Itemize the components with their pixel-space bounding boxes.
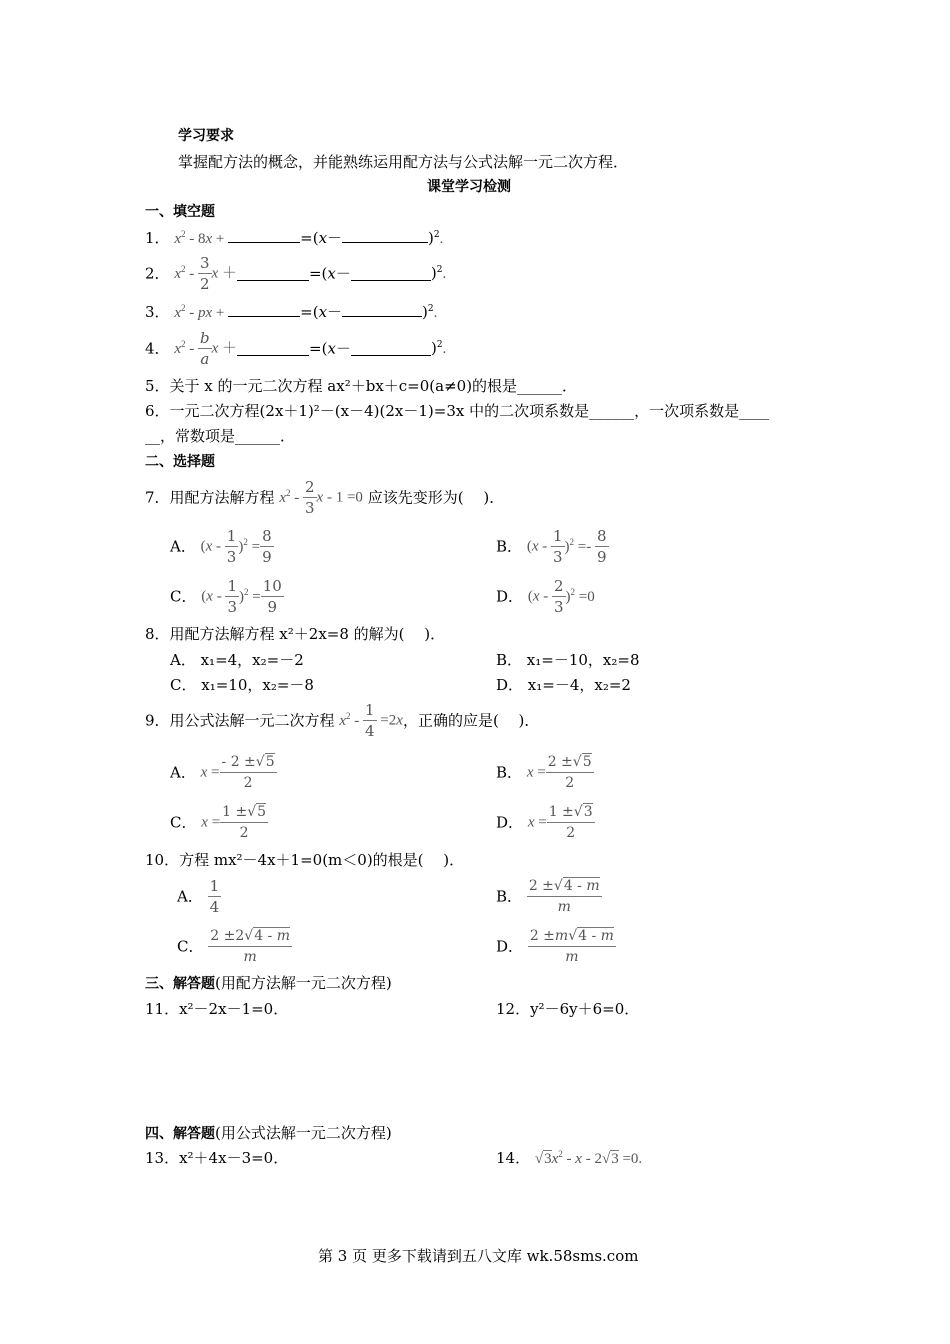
q4-blank-1 (237, 341, 309, 356)
q2-label: 2． (145, 264, 170, 283)
q7-option-a-label: A． (170, 537, 196, 556)
q1-label: 1． (145, 229, 170, 247)
part2-heading: 二、选择题 (145, 454, 215, 470)
part3-title: 三、解答题 (145, 976, 215, 992)
question-13: 13．x²＋4x－3=0． (145, 1149, 289, 1167)
q3-formula: $x^2$ - px + (174, 303, 229, 321)
q9-option-a-label: A． (170, 763, 196, 782)
q2-fraction: $\frac{3}{2}$ (200, 254, 210, 293)
q10-option-d: D． $\frac{2 \pm m√4 - m}{m}$ (496, 928, 614, 965)
question-12: 12．y²－6y＋6=0． (496, 1000, 640, 1018)
part4-title: 四、解答题 (145, 1126, 215, 1142)
q10-option-c: C． $\frac{2 \pm 2√4 - m}{m}$ (177, 928, 291, 965)
q7-prefix: 7．用配方法解方程 (145, 488, 275, 507)
question-1: 1． $x^2 - 8x + =(x- )^2$. (145, 229, 444, 247)
q9-option-d: D． x = $\frac{1 \pm√3}{2}$ (496, 804, 593, 841)
q7-option-d: D． (x - $\frac{2}{3}$ )$^2$ =0 (496, 577, 595, 616)
q7-suffix: 应该先变形为( )． (367, 488, 505, 507)
question-3: 3． $x^2$ - px + $=(x- )^2$. (145, 303, 438, 321)
q9-option-d-label: D． (496, 813, 524, 832)
question-14: 14． $√3x^2 - x - 2√3 =0$. (496, 1149, 643, 1167)
page-footer: 第 3 页 更多下载请到五八文库 wk.58sms.com (318, 1247, 639, 1265)
q1-blank-2 (342, 228, 428, 243)
q7-option-b-label: B． (496, 537, 523, 556)
q9-option-a: A． x = $\frac{- 2 \pm√5}{2}$ (170, 754, 275, 791)
q4-formula: $x^2$ - (174, 338, 198, 357)
q7-option-a: A． (x - $\frac{1}{3}$ )$^2$ = $\frac{8}{9}$ (170, 527, 272, 566)
heading-requirements: 学习要求 (178, 128, 234, 144)
q7-option-d-label: D． (496, 587, 524, 606)
q14-label: 14． (496, 1149, 531, 1167)
part3-heading (145, 973, 392, 994)
q4-blank-2 (351, 341, 431, 356)
q9-prefix: 9．用公式法解一元二次方程 (145, 711, 335, 730)
q9-option-b-label: B． (496, 763, 523, 782)
q9-suffix: ，正确的应是( )． (402, 711, 540, 730)
question-7: 7．用配方法解方程 $x^2$ - $\frac{2}{3}$ x - 1 =0 应该先变形为( )． (145, 478, 505, 517)
q2-formula: $x^2$ - (174, 263, 198, 282)
q7-option-b: B． (x - $\frac{1}{3}$ )$^2$ =- $\frac{8}{9}$ (496, 527, 607, 566)
q10-option-a: A． $\frac{1}{4}$ (177, 877, 220, 916)
q1-blank-1 (228, 228, 300, 243)
q10-option-b: B． $\frac{2 \pm√4 - m}{m}$ (496, 878, 600, 915)
question-2: 2． $x^2$ - $\frac{3}{2}$ $x + =(x- )^2$. (145, 254, 447, 293)
question-5: 5．关于 x 的一元二次方程 ax²＋bx＋c=0(a≠0)的根是______． (145, 377, 578, 395)
q8-option-b: B． x₁=－10，x₂=8 (496, 651, 640, 669)
q10-option-c-label: C． (177, 937, 204, 956)
q8-option-a: A． x₁=4，x₂=－2 (170, 651, 304, 669)
question-10: 10．方程 mx²－4x＋1=0(m＜0)的根是( )． (145, 851, 465, 869)
question-6-line-2: __，常数项是______． (145, 427, 296, 445)
q3-blank-1 (228, 302, 300, 317)
q2-blank-2 (351, 266, 431, 281)
q8-option-c: C． x₁=10，x₂=－8 (170, 676, 314, 694)
q10-option-d-label: D． (496, 937, 524, 956)
q9-option-b: B． x = $\frac{2 \pm√5}{2}$ (496, 754, 592, 791)
q3-label: 3． (145, 303, 170, 321)
question-11: 11．x²－2x－1=0． (145, 1000, 289, 1018)
q8-option-d: D． x₁=－4，x₂=2 (496, 676, 631, 694)
part1-heading: 一、填空题 (145, 204, 215, 220)
q9-option-c: C． x = $\frac{1 \pm√5}{2}$ (170, 804, 267, 841)
q4-fraction: $\frac{b}{a}$ (200, 329, 210, 368)
question-4: 4． $x^2$ - $\frac{b}{a}$ $x + =(x- )^2$. (145, 329, 447, 368)
part3-note: (用配方法解一元二次方程) (215, 974, 392, 992)
question-8: 8．用配方法解方程 x²＋2x=8 的解为( )． (145, 625, 446, 643)
q3-blank-2 (342, 302, 422, 317)
q1-formula: $x^2 - 8x$ + (174, 229, 229, 247)
q10-option-b-label: B． (496, 887, 523, 906)
q7-option-c: C． (x - $\frac{1}{3}$ )$^2$ = $\frac{10}{9}$ (170, 577, 282, 616)
part4-heading (145, 1123, 392, 1144)
q10-option-a-label: A． (177, 887, 203, 906)
q4-label: 4． (145, 339, 170, 358)
q2-blank-1 (237, 266, 309, 281)
question-6-line-1: 6．一元二次方程(2x＋1)²－(x－4)(2x－1)=3x 中的二次项系数是______，一次项系数是____ (145, 402, 770, 420)
q9-option-c-label: C． (170, 813, 197, 832)
q7-option-c-label: C． (170, 587, 197, 606)
question-9: 9．用公式法解一元二次方程 $x^2$ - $\frac{1}{4}$ =2x，正确的应是( )． (145, 701, 540, 740)
section-title: 课堂学习检测 (427, 179, 511, 195)
requirement-text: 掌握配方法的概念，并能熟练运用配方法与公式法解一元二次方程． (178, 153, 629, 171)
part4-note: (用公式法解一元二次方程) (215, 1124, 392, 1142)
